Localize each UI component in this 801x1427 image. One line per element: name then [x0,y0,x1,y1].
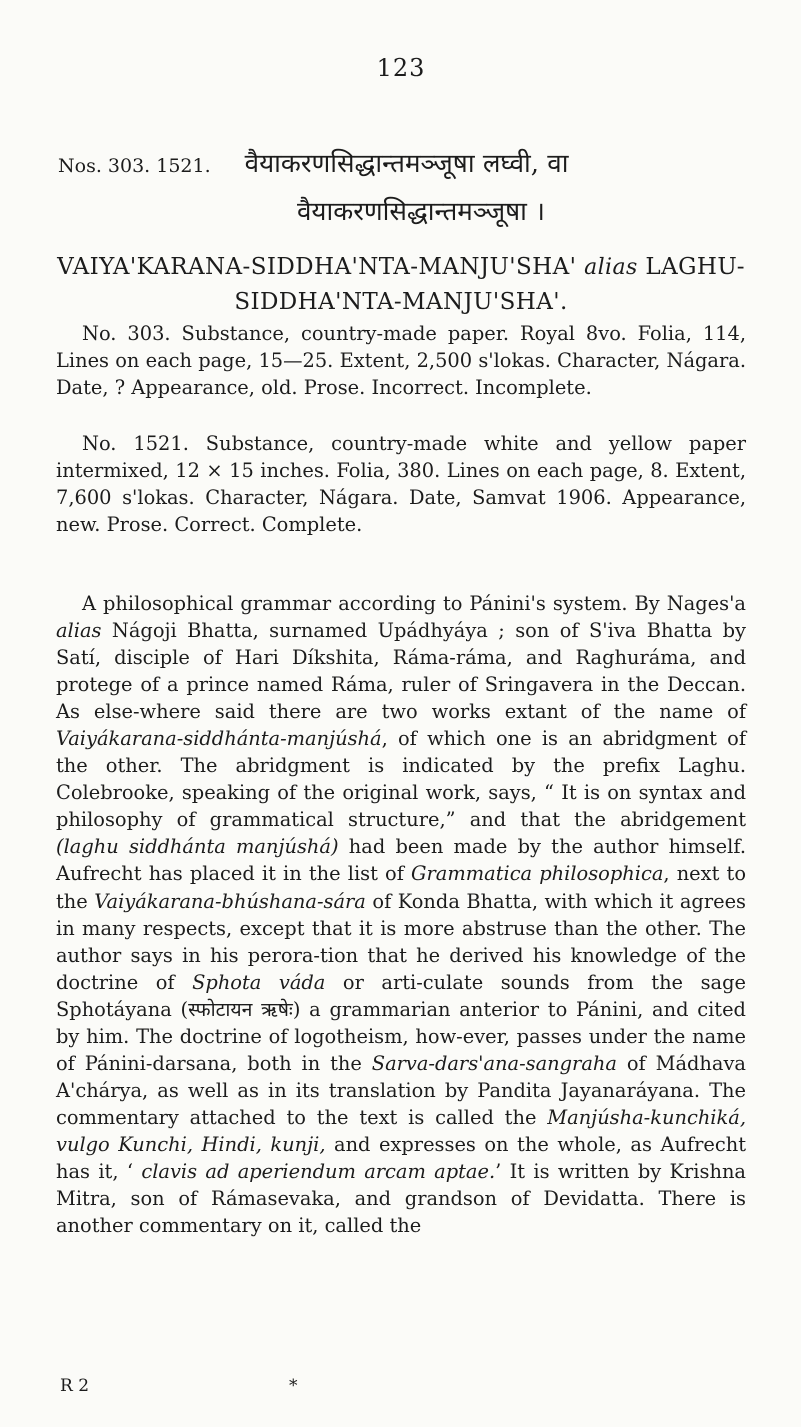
nos-line [56,144,746,180]
desc-italic: Sarva-dars'ana-sangraha [371,1051,617,1075]
desc-italic: Manjúsha-kunchiká, vulgo Kunchi, Hindi, kunji, [56,1105,746,1156]
entry-1521-text: No. 1521. Substance, country-made white and yellow paper intermixed, 12 × 15 inches. Folia, 380. Lines on each page, 8. Extent, 7,600 s'lokas. Character, Nágara. Date, Samvat 1906. Appearance, new. Prose. Correct. Complete. [56,432,746,536]
desc-italic: Grammatica philosophica [411,862,664,886]
entry-1521-details [56,430,746,538]
desc-text: ) a grammarian anterior to Pánini, and cited by him. The doctrine of logotheism, how-ever, passes under the name of Pánini-darsana, both in the [56,997,746,1075]
desc-text: of Konda Bhatta, with which it agrees in many respects, except that it is more abstruse than the other. The author says in his perora-tion that he derived his knowledge of the doctrine of [56,889,747,994]
asterisk-mark: * [289,1376,298,1396]
page-number: 123 [376,54,426,82]
signature-mark: R 2 [60,1376,90,1396]
desc-italic: alias [56,619,102,643]
desc-text: of Mádhava A'chárya, as well as in its translation by Pandita Jayanaráyana. The commentary attached to the text is called the [56,1051,746,1129]
desc-italic: clavis ad aperiendum arcam aptae. [141,1159,496,1183]
sanskrit-title-line-2: वैयाकरणसिद्धान्तमञ्जूषा । [296,197,546,227]
desc-text: A philosophical grammar according to Pánini's system. By Nages'a [82,592,746,615]
desc-text: or arti-culate sounds from the sage Sphotáyana ( [56,970,746,1021]
roman-title [56,250,746,319]
roman-title-part-1: VAIYA'KARANA-SIDDHA'NTA-MANJU'SHA' [57,254,577,280]
alias-word: alias [584,255,638,280]
entry-303-text: No. 303. Substance, country-made paper. Royal 8vo. Folia, 114, Lines on each page, 15—25. Extent, 2,500 s'lokas. Character, Nágara. Date, ? Appearance, old. Prose. Incorrect. Incomplete. [56,322,746,399]
roman-title-part-3: SIDDHA'NTA-MANJU'SHA'. [234,289,568,315]
desc-text: , next to the [56,862,746,913]
page-footer [56,1376,746,1396]
desc-sanskrit: स्फोटायन ऋषेः [188,997,293,1021]
desc-text: Nágoji Bhatta, surnamed Upádhyáya ; son of S'iva Bhatta by Satí, disciple of Hari Díkshita, Ráma-ráma, and Raghuráma, and protege of a prince named Ráma, ruler of Sringavera in the Deccan. As else-where said there are two works extant of the name of [56,619,746,724]
desc-italic: Vaiyákarana-bhúshana-sára [94,889,366,913]
entry-303-details [56,320,746,401]
desc-text: had been made by the author himself. Aufrecht has placed it in the list of [56,835,747,886]
desc-text: ’ It is written by Krishna Mitra, son of Rámasevaka, and grandson of Devidatta. There is another commentary on it, called the [56,1159,746,1238]
manuscript-numbers: Nos. 303. 1521. [58,155,211,177]
desc-italic: (laghu siddhánta manjúshá) [56,835,339,859]
sanskrit-title-line-1: वैयाकरणसिद्धान्तमञ्जूषा लघ्वी, वा [244,149,569,179]
desc-italic: Vaiyákarana-siddhánta-manjúshá [56,727,382,751]
desc-text: , of which one is an abridgment of the other. The abridgment is indicated by the prefix Laghu. Colebrooke, speaking of the original work, says, “ It is on syntax and philosophy of grammatical structure,” and that the abridgement [56,727,746,832]
description-paragraph [56,590,746,1239]
roman-title-part-2: LAGHU- [645,254,745,280]
entry-header [56,144,746,319]
desc-text: and expresses on the whole, as Aufrecht has it, ‘ [56,1132,746,1183]
desc-italic: Sphota váda [192,970,326,994]
